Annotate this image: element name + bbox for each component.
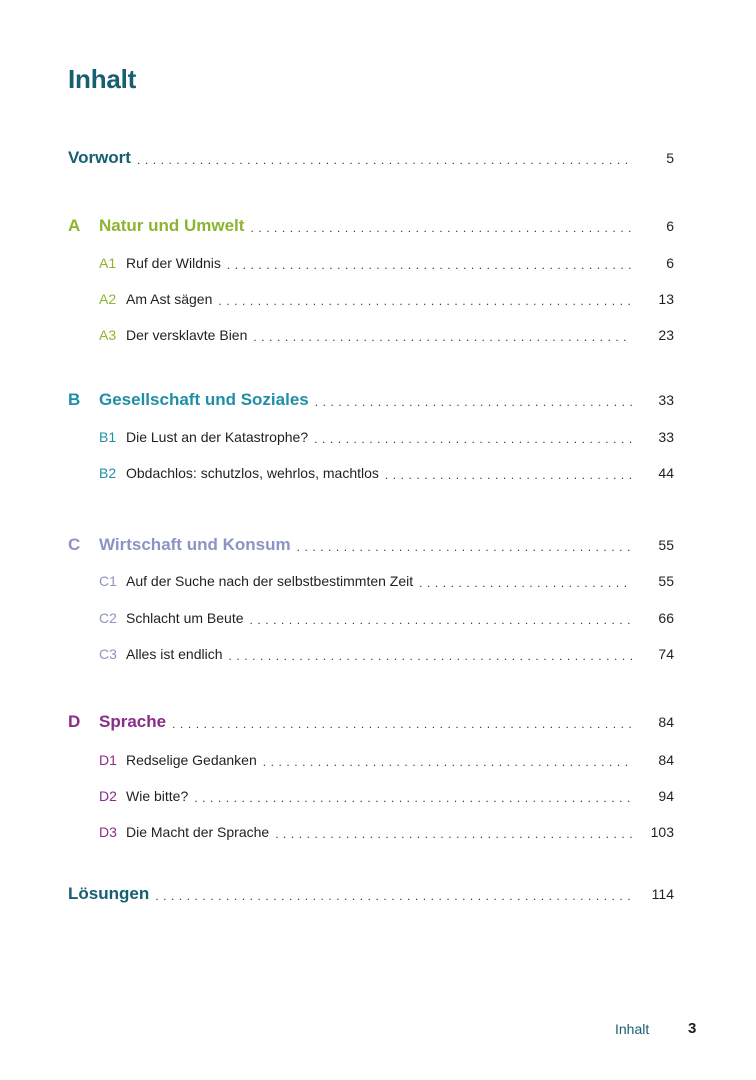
dot-leader	[315, 389, 632, 411]
toc-item-d2[interactable]	[99, 784, 674, 808]
footer-page-number: 3	[688, 1020, 697, 1037]
item-title: Redselige Gedanken	[126, 752, 257, 768]
toc-page-number: 44	[658, 465, 674, 481]
footer-label: Inhalt	[615, 1021, 650, 1037]
item-title: Am Ast sägen	[126, 291, 213, 307]
dot-leader	[297, 534, 632, 556]
toc-page-number: 74	[658, 646, 674, 662]
dot-leader	[263, 749, 632, 771]
toc-page-number: 114	[651, 886, 674, 902]
item-code: D2	[99, 788, 117, 804]
section-title: Natur und Umwelt	[99, 216, 245, 235]
item-title: Obdachlos: schutzlos, wehrlos, machtlos	[126, 465, 379, 481]
toc-page-number: 13	[658, 291, 674, 307]
item-code: C3	[99, 646, 117, 662]
toc-page-number: 84	[658, 752, 674, 768]
toc-page-number: 94	[658, 788, 674, 804]
dot-leader	[250, 215, 632, 237]
dot-leader	[275, 821, 632, 843]
toc-item-d1[interactable]	[99, 748, 674, 772]
toc-entry-title: Vorwort	[68, 148, 131, 167]
toc-item-a3[interactable]	[99, 323, 674, 347]
item-title: Die Lust an der Katastrophe?	[126, 429, 309, 445]
dot-leader	[155, 883, 632, 905]
toc-page-number: 103	[650, 824, 674, 840]
page-title: Inhalt	[68, 64, 137, 94]
toc-entry-title: Lösungen	[68, 884, 150, 903]
toc-page-number: 6	[666, 218, 674, 234]
toc-section-c[interactable]	[68, 533, 674, 557]
toc-item-b2[interactable]	[99, 461, 674, 485]
toc-entry-loesungen[interactable]	[68, 882, 674, 906]
item-title: Wie bitte?	[126, 788, 189, 804]
section-title: Gesellschaft und Soziales	[99, 390, 309, 409]
section-letter: C	[68, 535, 81, 554]
item-code: D3	[99, 824, 117, 840]
toc-page-number: 55	[658, 537, 674, 553]
dot-leader	[229, 643, 633, 665]
dot-leader	[314, 426, 632, 448]
section-letter: B	[68, 390, 81, 409]
item-title: Schlacht um Beute	[126, 610, 244, 626]
dot-leader	[419, 570, 632, 592]
dot-leader	[218, 288, 632, 310]
item-code: D1	[99, 752, 117, 768]
item-code: C2	[99, 610, 117, 626]
item-title: Auf der Suche nach der selbstbestimmten Zeit	[126, 573, 414, 589]
toc-item-b1[interactable]	[99, 425, 674, 449]
toc-section-a[interactable]	[68, 214, 674, 238]
toc-item-a1[interactable]	[99, 251, 674, 275]
section-letter: A	[68, 216, 81, 235]
item-title: Ruf der Wildnis	[126, 255, 221, 271]
dot-leader	[137, 147, 632, 169]
item-code: A3	[99, 327, 117, 343]
toc-page-number: 33	[658, 429, 674, 445]
toc-page-number: 66	[658, 610, 674, 626]
item-code: C1	[99, 573, 117, 589]
section-title: Wirtschaft und Konsum	[99, 535, 291, 554]
dot-leader	[250, 607, 632, 629]
section-title: Sprache	[99, 712, 167, 731]
dot-leader	[172, 711, 632, 733]
item-code: A2	[99, 291, 117, 307]
toc-section-d[interactable]	[68, 710, 674, 734]
item-code: B2	[99, 465, 117, 481]
toc-page-number: 23	[658, 327, 674, 343]
toc-section-b[interactable]	[68, 388, 674, 412]
toc-entry-vorwort[interactable]	[68, 146, 674, 170]
item-title: Die Macht der Sprache	[126, 824, 270, 840]
toc-item-a2[interactable]	[99, 287, 674, 311]
toc-item-d3[interactable]	[99, 820, 674, 844]
section-letter: D	[68, 712, 81, 731]
toc-item-c2[interactable]	[99, 606, 674, 630]
item-code: A1	[99, 255, 117, 271]
toc-page-number: 6	[666, 255, 674, 271]
toc-page-number: 84	[658, 714, 674, 730]
item-title: Alles ist endlich	[126, 646, 223, 662]
toc-page-number: 55	[658, 573, 674, 589]
dot-leader	[227, 252, 632, 274]
item-title: Der versklavte Bien	[126, 327, 248, 343]
dot-leader	[385, 462, 632, 484]
dot-leader	[253, 324, 632, 346]
toc-page-number: 5	[666, 150, 674, 166]
dot-leader	[194, 785, 632, 807]
toc-item-c3[interactable]	[99, 642, 674, 666]
toc-item-c1[interactable]	[99, 569, 674, 593]
item-code: B1	[99, 429, 117, 445]
toc-page-number: 33	[658, 392, 674, 408]
